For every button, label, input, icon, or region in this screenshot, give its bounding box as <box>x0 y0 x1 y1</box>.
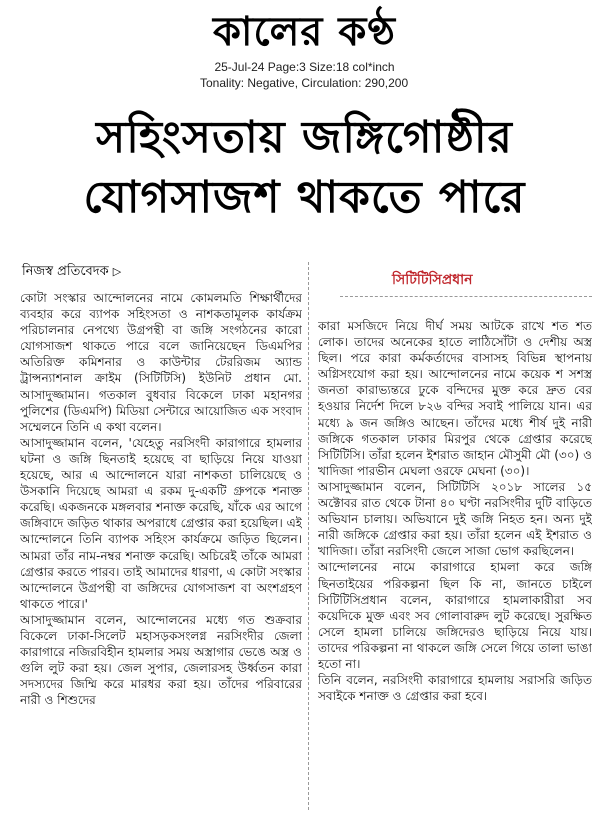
clip-info-line2: Tonality: Negative, Circulation: 290,200 <box>200 76 409 90</box>
article-paragraph: আসাদুজ্জামান বলেন, সিটিটিসি ২০১৮ সালের ১৫ অক্টোবর রাত থেকে টানা ৪০ ঘণ্টা নরসিংদীর দুটি বাড়িতে অভিযান চালায়। অভিযানে দুই জঙ্গি নিহত হন। অন্য দুই নারী জঙ্গিকে গ্রেপ্তার করা হয়। তাঁরা হলেন এই ইশরাত ও খাদিজা। তাঁরা নরসিংদী জেলে সাজা ভোগ করছিলেন। <box>318 479 592 559</box>
article-paragraph: তিনি বলেন, নরসিংদী কারাগারে হামলায় সরাসরি জড়িত সবাইকে শনাক্ত ও গ্রেপ্তার করা হবে। <box>318 673 592 704</box>
callout-label: সিটিটিসিপ্রধান <box>392 272 473 288</box>
article-paragraph: আন্দোলনের নামে কারাগারে হামলা করে জঙ্গি ছিনতাইয়ের পরিকল্পনা ছিল কি না, জানতে চাইলে সিটিটিসিপ্রধান বলেন, কারাগারে হামলাকারীরা সব কয়েদিকে মুক্ত এবং সব গোলাবারুদ লুট করেছে। সুরক্ষিত সেলে হামলা চালিয়ে জঙ্গিদেরও ছাড়িয়ে নিয়ে যায়। তাদের পরিকল্পনা না থাকলে জঙ্গি সেলে গিয়ে তালা ভাঙা হতো না। <box>318 560 592 671</box>
column-divider <box>308 262 309 810</box>
byline-marker-icon: ▷ <box>112 265 122 278</box>
byline <box>22 262 121 283</box>
headline-line1: সহিংসতায় জঙ্গিগোষ্ঠীর <box>96 112 513 163</box>
callout-divider <box>340 296 592 297</box>
article-column-left <box>20 290 302 812</box>
headline-line2: যোগসাজশ থাকতে পারে <box>83 172 526 223</box>
article-column-right <box>318 318 592 812</box>
article-paragraph: আসাদুজ্জামান বলেন, 'যেহেতু নরসিংদী কারাগারে হামলার ঘটনা ও জঙ্গি ছিনতাই হয়েছে বা ছাড়িয়ে নিয়ে যাওয়া হয়েছে, আর এ আন্দোলনে যারা নাশকতা চালিয়েছে ও উসকানি দিয়েছে আমরা এ রকম দু-একটি গ্রুপকে শনাক্ত করেছি। একজনকে মঙ্গলবার শনাক্ত করেছি, যাঁকে এর আগে জঙ্গিবাদে জড়িত থাকার অপরাধে গ্রেপ্তার করা হয়েছিল। এই আন্দোলনে তিনি ব্যাপক সহিংস কার্যক্রমে জড়িত ছিলেন। আমরা তাঁর নাম-নম্বর শনাক্ত করেছি। অচিরেই তাঁকে আমরা গ্রেপ্তার করতে পারব। তাই আমাদের ধারণা, এ কোটা সংস্কার আন্দোলনে উগ্রপন্থী বা জঙ্গিদের যোগসাজশ বা অংশগ্রহণ থাকতে পারে।' <box>20 435 302 611</box>
headline <box>10 108 599 228</box>
newspaper-masthead: কালের কণ্ঠ <box>212 9 397 55</box>
article-paragraph: কোটা সংস্কার আন্দোলনের নামে কোমলমতি শিক্ষার্থীদের ব্যবহার করে ব্যাপক সহিংসতা ও নাশকতামূলক কার্যক্রম পরিচালনার নেপথ্যে উগ্রপন্থী বা জঙ্গি সংগঠনের কারো যোগসাজশ থাকতে পারে বলে জানিয়েছেন ডিএমপির অতিরিক্ত কমিশনার ও কাউন্টার টেররিজম অ্যান্ড ট্রান্সন্যাশনাল ক্রাইম (সিটিটিসি) ইউনিট প্রধান মো. আসাদুজ্জামান। গতকাল বুধবার বিকেলে ঢাকা মহানগর পুলিশের (ডিএমপি) মিডিয়া সেন্টারে আয়োজিত এক সংবাদ সম্মেলনে তিনি এ কথা বলেন। <box>20 291 302 434</box>
byline-text: নিজস্ব প্রতিবেদক <box>22 264 109 279</box>
clip-info-line1: 25-Jul-24 Page:3 Size:18 col*inch <box>214 60 395 74</box>
article-paragraph: আসাদুজ্জামান বলেন, আন্দোলনের মধ্যে গত শুক্রবার বিকেলে ঢাকা-সিলেট মহাসড়কসংলগ্ন নরসিংদীর জেলা কারাগারে নজিরবিহীন হামলার সময় অস্ত্রাগার ভেঙে অস্ত্র ও গুলি লুট করা হয়। জেল সুপার, জেলারসহ উর্ধ্বতন কারা সদস্যদের জিম্মি করে মারধর করা হয়। তাঁদের পরিবারের নারী ও শিশুদের <box>20 612 302 708</box>
article-paragraph: কারা মসজিদে নিয়ে দীর্ঘ সময় আটকে রাখে শত শত লোক। তাদের অনেকের হাতে লাঠিসোঁটা ও দেশীয় অস্ত্র ছিল। পরে কারা কর্মকর্তাদের বাসাসহ বিভিন্ন স্থাপনায় অগ্নিসংযোগ করা হয়। আন্দোলনের নামে কয়েক শ সশস্ত্র জনতা কারাভ্যন্তরে ঢুকে বন্দিদের মুক্ত করে দ্রুত বের হওয়ার নির্দেশ দিলে ৮২৬ বন্দির সবাই পালিয়ে যান। এর মধ্যে ৯ জন জঙ্গিও আছেন। তাঁদের মধ্যে শীর্ষ দুই নারী জঙ্গিকে গতকাল ঢাকার মিরপুর থেকে গ্রেপ্তার করেছে সিটিটিসি। তাঁরা হলেন ইশরাত জাহান মৌসুমী মৌ (৩০) ও খাদিজা পারভীন মেঘলা ওরফে মেঘনা (৩০)। <box>318 319 592 478</box>
